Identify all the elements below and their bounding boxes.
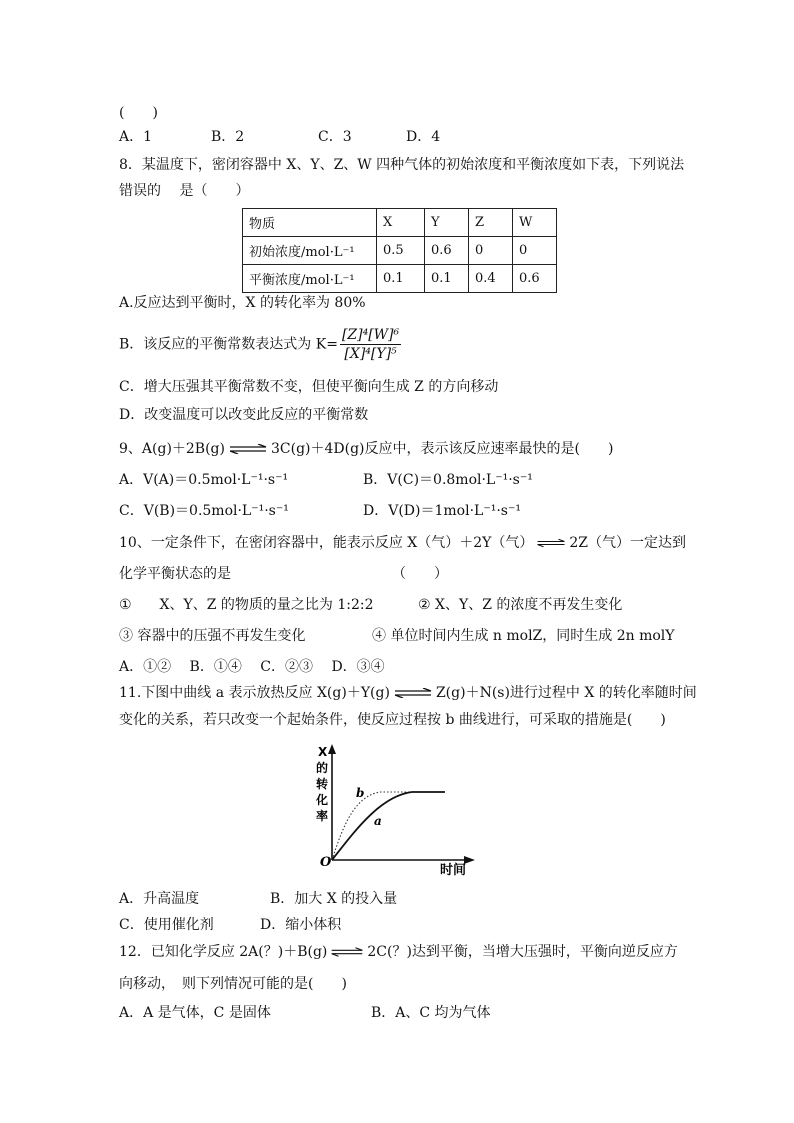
q10-options: A．①② B．①④ C．②③ D．③④	[119, 659, 385, 675]
q12-option-a: A．A 是气体，C 是固体	[119, 1005, 271, 1021]
q8-stem-line2: 错误的 是（ ）	[119, 183, 250, 199]
q11-option-c: C．使用催化剂	[119, 917, 214, 933]
q10-item-2: ② X、Y、Z 的浓度不再发生变化	[418, 597, 623, 613]
table-cell: W	[513, 209, 557, 237]
q9-option-c: C．V(B)＝0.5mol·L⁻¹·s⁻¹	[119, 503, 289, 519]
x-axis-label: 时间	[440, 863, 467, 878]
table-row	[243, 237, 557, 265]
q8-option-a: A.反应达到平衡时，X 的转化率为 80%	[119, 295, 366, 311]
table-cell: 初始浓度/mol·L⁻¹	[243, 237, 377, 265]
q7-option-a: A．1	[119, 129, 153, 145]
q7-option-b: B．2	[211, 129, 245, 145]
q8-option-b-prefix: B．该反应的平衡常数表达式为 K=	[119, 336, 338, 353]
table-row	[243, 265, 557, 293]
q10-item-4: ④ 单位时间内生成 n molZ，同时生成 2n molY	[372, 628, 675, 644]
q9-option-d: D．V(D)＝1mol·L⁻¹·s⁻¹	[363, 503, 521, 519]
y-axis-label-char: 的	[316, 761, 329, 775]
y-axis-label-char: 率	[316, 809, 329, 823]
concentration-table	[242, 208, 557, 293]
table-cell: Y	[425, 209, 469, 237]
q10-item-3: ③ 容器中的压强不再发生变化	[119, 628, 306, 644]
table-header-row	[243, 209, 557, 237]
q12-stem-line2: 向移动， 则下列情况可能的是( )	[119, 976, 347, 992]
q7-option-d: D．4	[406, 129, 441, 145]
table-cell: Z	[469, 209, 513, 237]
origin-label: O	[320, 855, 332, 870]
fraction-denominator: [X]⁴[Y]⁵	[344, 346, 397, 362]
q7-paren: ( )	[119, 105, 158, 121]
q8-option-d: D．改变温度可以改变此反应的平衡常数	[119, 407, 369, 423]
table-cell: 0	[469, 237, 513, 265]
table-cell: 0.1	[377, 265, 425, 293]
equilibrium-constant-fraction	[340, 326, 401, 363]
q11-option-b: B．加大 X 的投入量	[270, 891, 398, 907]
reversible-arrow-icon	[536, 538, 566, 548]
q12-stem-right: 2C(？)达到平衡，当增大压强时，平衡向逆反应方	[367, 944, 678, 960]
q10-stem-line2: 化学平衡状态的是 （ ）	[119, 566, 448, 582]
q8-stem-line1: 8．某温度下，密闭容器中 X、Y、Z、W 四种气体的初始浓度和平衡浓度如下表，下列说法	[119, 157, 685, 173]
q12-stem-line1	[119, 942, 678, 962]
q10-stem-left: 10、一定条件下，在密闭容器中，能表示反应 X（气）＋2Y（气）	[119, 535, 534, 551]
y-axis-arrow-icon	[328, 744, 336, 754]
q10-item-1: ① X、Y、Z 的物质的量之比为 1:2:2	[119, 597, 374, 613]
q8-option-b	[119, 326, 401, 363]
q9-stem	[119, 439, 613, 459]
table-cell: 0	[513, 237, 557, 265]
table-cell: X	[377, 209, 425, 237]
table-cell: 0.6	[513, 265, 557, 293]
q11-stem-left: 11.下图中曲线 a 表示放热反应 X(g)＋Y(g)	[119, 685, 390, 701]
curve-b-label: b	[356, 786, 365, 800]
q9-option-b: B．V(C)＝0.8mol·L⁻¹·s⁻¹	[363, 472, 533, 488]
table-cell: 物质	[243, 209, 377, 237]
q11-option-d: D．缩小体积	[260, 917, 342, 933]
q9-option-a: A．V(A)＝0.5mol·L⁻¹·s⁻¹	[119, 472, 289, 488]
q7-option-c: C．3	[318, 129, 352, 145]
q11-stem-line1	[119, 683, 697, 703]
q9-stem-right: 3C(g)＋4D(g)反应中，表示该反应速率最快的是( )	[270, 441, 614, 457]
table-cell: 0.1	[425, 265, 469, 293]
table-cell: 平衡浓度/mol·L⁻¹	[243, 265, 377, 293]
curve-a-label: a	[374, 814, 382, 828]
reversible-arrow-icon	[393, 688, 433, 698]
q12-option-b: B．A、C 均为气体	[371, 1005, 491, 1021]
reversible-arrow-icon	[330, 947, 364, 957]
conversion-rate-graph	[310, 742, 480, 878]
fraction-numerator: [Z]⁴[W]⁶	[341, 327, 400, 343]
reversible-arrow-icon	[228, 444, 268, 454]
q10-stem-right: 2Z（气）一定达到	[569, 535, 687, 551]
table-cell: 0.6	[425, 237, 469, 265]
y-axis-label-char: X	[318, 745, 328, 759]
y-axis-label-char: 化	[316, 793, 329, 807]
y-axis-label-char: 转	[316, 777, 329, 791]
q12-stem-left: 12．已知化学反应 2A(？)＋B(g)	[119, 944, 328, 960]
q10-stem-line1	[119, 533, 686, 553]
table-cell: 0.5	[377, 237, 425, 265]
curve-a	[332, 792, 445, 860]
q11-option-a: A．升高温度	[119, 891, 200, 907]
q11-stem-line2: 变化的关系，若只改变一个起始条件，使反应过程按 b 曲线进行，可采取的措施是( )	[119, 712, 666, 728]
table-cell: 0.4	[469, 265, 513, 293]
q9-stem-left: 9、A(g)＋2B(g)	[119, 441, 225, 457]
q11-stem-right: Z(g)＋N(s)进行过程中 X 的转化率随时间	[435, 685, 697, 701]
q8-option-c: C．增大压强其平衡常数不变，但使平衡向生成 Z 的方向移动	[119, 379, 499, 395]
